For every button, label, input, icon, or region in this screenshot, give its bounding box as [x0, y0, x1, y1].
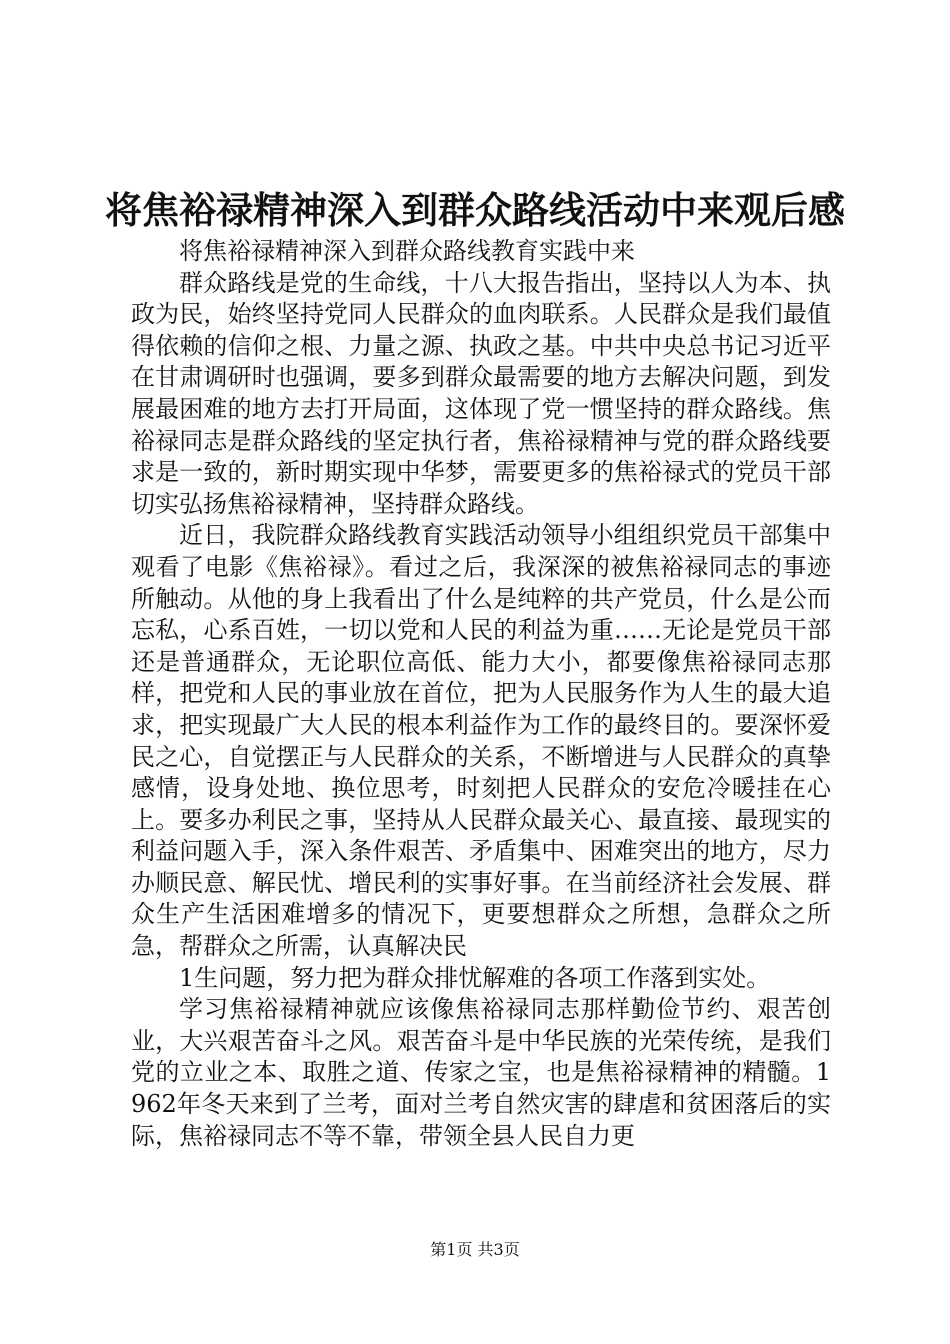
- paragraph: 学习焦裕禄精神就应该像焦裕禄同志那样勤俭节约、艰苦创业，大兴艰苦奋斗之风。艰苦奋斗是中华民族的光荣传统，是我们党的立业之本、取胜之道、传家之宝，也是焦裕禄精神的精髓。1962年冬天来到了兰考，面对兰考自然灾害的肆虐和贫困落后的实际，焦裕禄同志不等不靠，带领全县人民自力更: [131, 995, 831, 1150]
- page-footer: 第1页 共3页: [430, 1240, 520, 1259]
- paragraph: 群众路线是党的生命线，十八大报告指出，坚持以人为本、执政为民，始终坚持党同人民群众的血肉联系。人民群众是我们最值得依赖的信仰之根、力量之源、执政之基。中共中央总书记习近平在甘肃调研时也强调，要多到群众最需要的地方去解决问题，到发展最困难的地方去打开局面，这体现了党一惯坚持的群众路线。焦裕禄同志是群众路线的坚定执行者，焦裕禄精神与党的群众路线要求是一致的，新时期实现中华梦，需要更多的焦裕禄式的党员干部切实弘扬焦裕禄精神，坚持群众路线。: [131, 268, 831, 518]
- document-title: 将焦裕禄精神深入到群众路线活动中来观后感: [105, 188, 845, 232]
- paragraph: 1生问题，努力把为群众排忧解难的各项工作落到实处。: [179, 963, 771, 992]
- document-body: [131, 236, 831, 1152]
- paragraph-subtitle: 将焦裕禄精神深入到群众路线教育实践中来: [179, 237, 635, 265]
- paragraph: 近日，我院群众路线教育实践活动领导小组组织党员干部集中观看了电影《焦裕禄》。看过之后，我深深的被焦裕禄同志的事迹所触动。从他的身上我看出了什么是纯粹的共产党员，什么是公而忘私，心系百姓，一切以党和人民的利益为重……无论是党员干部还是普通群众，无论职位高低、能力大小，都要像焦裕禄同志那样，把党和人民的事业放在首位，把为人民服务作为人生的最大追求，把实现最广大人民的根本利益作为工作的最终目的。要深怀爱民之心，自觉摆正与人民群众的关系，不断增进与人民群众的真挚感情，设身处地、换位思考，时刻把人民群众的安危冷暖挂在心上。要多办利民之事，坚持从人民群众最关心、最直接、最现实的利益问题入手，深入条件艰苦、矛盾集中、困难突出的地方，尽力办顺民意、解民忧、增民利的实事好事。在当前经济社会发展、群众生产生活困难增多的情况下，更要想群众之所想，急群众之所急，帮群众之所需，认真解决民: [131, 521, 831, 961]
